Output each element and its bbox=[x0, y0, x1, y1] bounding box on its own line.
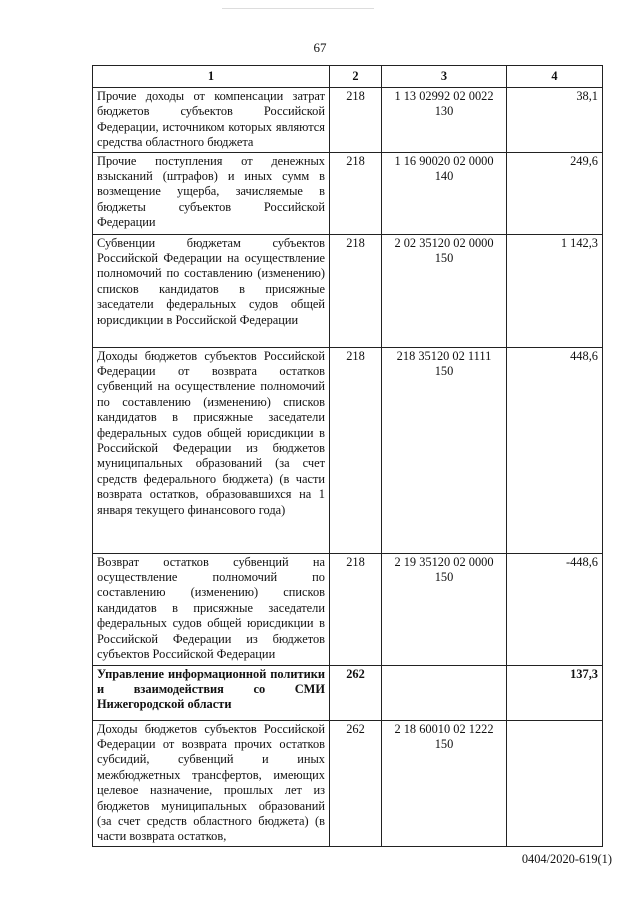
amount-cell: -448,6 bbox=[507, 553, 603, 665]
amount-cell: 38,1 bbox=[507, 88, 603, 153]
column-header-1: 1 bbox=[93, 66, 330, 88]
scan-top-rule bbox=[222, 8, 374, 9]
amount-cell: 448,6 bbox=[507, 347, 603, 553]
revenue-name-cell: Возврат остатков субвенций на осуществление полномочий по составлению (изменению) списков кандидатов в присяжные заседатели федеральных судов общей юрисдикции в Российской Федерации из бюджетов субъектов Российской Федерации bbox=[93, 553, 330, 665]
budget-code-cell: 2 02 35120 02 0000 150 bbox=[382, 234, 507, 347]
revenue-name-cell: Прочие доходы от компенсации затрат бюджетов субъектов Российской Федерации, источником которых являются средства областного бюджета bbox=[93, 88, 330, 153]
table-header-row bbox=[93, 66, 603, 88]
admin-code-cell: 218 bbox=[330, 88, 382, 153]
table-row bbox=[93, 88, 603, 153]
admin-code-cell: 218 bbox=[330, 347, 382, 553]
revenue-name-cell: Доходы бюджетов субъектов Российской Федерации от возврата остатков субвенций на осуществление полномочий по составлению (изменению) списков кандидатов в присяжные заседатели федеральных судов общей юрисдикции в Российской Федерации из бюджетов муниципальных образований (за счет средств федерального бюджета) (в части возврата остатков, образовавшихся на 1 января текущего финансового года) bbox=[93, 347, 330, 553]
budget-code-cell: 2 19 35120 02 0000 150 bbox=[382, 553, 507, 665]
budget-code-cell: 2 18 60010 02 1222 150 bbox=[382, 720, 507, 846]
amount-cell: 249,6 bbox=[507, 152, 603, 234]
admin-code-cell: 218 bbox=[330, 234, 382, 347]
column-header-4: 4 bbox=[507, 66, 603, 88]
column-header-3: 3 bbox=[382, 66, 507, 88]
table-row bbox=[93, 553, 603, 665]
department-name-cell: Управление информационной политики и взаимодействия со СМИ Нижегородской области bbox=[93, 665, 330, 720]
admin-code-cell: 218 bbox=[330, 152, 382, 234]
revenue-name-cell: Субвенции бюджетам субъектов Российской Федерации на осуществление полномочий по составлению (изменению) списков кандидатов в присяжные заседатели федеральных судов общей юрисдикции в Российской Федерации bbox=[93, 234, 330, 347]
revenue-name-cell: Прочие поступления от денежных взысканий (штрафов) и иных сумм в возмещение ущерба, зачисляемые в бюджеты субъектов Российской Федерации bbox=[93, 152, 330, 234]
budget-revenue-table bbox=[92, 65, 603, 847]
budget-code-cell: 218 35120 02 1111 150 bbox=[382, 347, 507, 553]
table-row-department bbox=[93, 665, 603, 720]
table-row bbox=[93, 234, 603, 347]
budget-code-cell: 1 13 02992 02 0022 130 bbox=[382, 88, 507, 153]
admin-code-cell: 262 bbox=[330, 720, 382, 846]
table-row bbox=[93, 347, 603, 553]
column-header-2: 2 bbox=[330, 66, 382, 88]
amount-cell: 137,3 bbox=[507, 665, 603, 720]
revenue-name-cell: Доходы бюджетов субъектов Российской Федерации от возврата прочих остатков субсидий, субвенций и иных межбюджетных трансфертов, имеющих целевое назначение, прошлых лет из бюджетов муниципальных образований (за счет средств областного бюджета) (в части возврата остатков, bbox=[93, 720, 330, 846]
admin-code-cell: 218 bbox=[330, 553, 382, 665]
page-number: 67 bbox=[313, 40, 327, 55]
table-row bbox=[93, 720, 603, 846]
admin-code-cell: 262 bbox=[330, 665, 382, 720]
amount-cell: 1 142,3 bbox=[507, 234, 603, 347]
document-footer-code: 0404/2020-619(1) bbox=[521, 852, 612, 866]
budget-code-cell bbox=[382, 665, 507, 720]
table-row bbox=[93, 152, 603, 234]
amount-cell bbox=[507, 720, 603, 846]
budget-code-cell: 1 16 90020 02 0000 140 bbox=[382, 152, 507, 234]
